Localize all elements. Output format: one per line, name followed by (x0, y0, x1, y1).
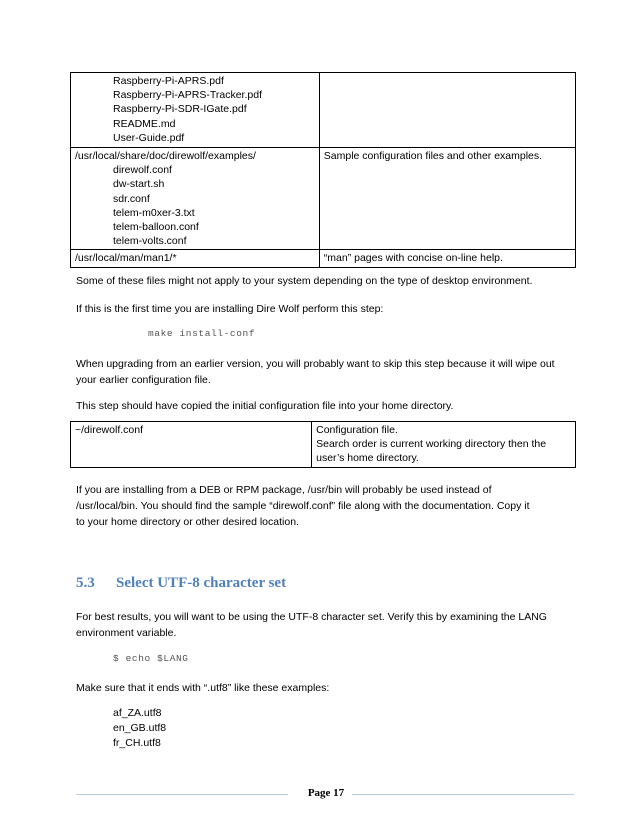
section-number: 5.3 (76, 575, 95, 591)
code-command: $ echo $LANG (113, 653, 189, 664)
section-heading (76, 575, 286, 592)
description-line: user’s home directory. (316, 452, 419, 465)
footer-rule-left (76, 794, 288, 795)
paragraph (76, 356, 576, 388)
file-name: direwolf.conf (113, 164, 172, 177)
code-command: make install-conf (148, 328, 256, 339)
file-name: Raspberry-Pi-SDR-IGate.pdf (113, 103, 247, 116)
file-name: Raspberry-Pi-APRS-Tracker.pdf (113, 89, 262, 102)
table-cell-description (312, 422, 576, 468)
table-row (71, 148, 576, 250)
paragraph-line: environment variable. (76, 627, 177, 639)
directory-path: /usr/local/share/doc/direwolf/examples/ (75, 150, 256, 162)
file-name: telem-volts.conf (113, 235, 187, 248)
page-number: Page 17 (307, 787, 345, 799)
paragraph-line: your earlier configuration file. (76, 374, 211, 386)
description-line: Search order is current working directory then the (316, 438, 547, 451)
table-cell-description: Sample configuration files and other examples. (319, 148, 575, 250)
list-item: fr_CH.utf8 (113, 737, 161, 749)
paragraph: Make sure that it ends with “.utf8” like these examples: (76, 682, 330, 694)
table-cell-path: /usr/local/man/man1/* (71, 250, 320, 267)
paragraph-line: When upgrading from an earlier version, you will probably want to skip this step because it will wipe out (76, 358, 555, 370)
file-name: telem-balloon.conf (113, 221, 199, 234)
paragraph: If this is the first time you are installing Dire Wolf perform this step: (76, 303, 384, 315)
example-list (113, 706, 613, 751)
table-cell-path (71, 148, 320, 250)
page-footer (76, 787, 574, 801)
file-name: User-Guide.pdf (113, 131, 185, 144)
paragraph: This step should have copied the initial configuration file into your home directory. (76, 400, 454, 412)
table-row (71, 422, 576, 468)
list-item: en_GB.utf8 (113, 722, 167, 734)
table-row (71, 73, 576, 148)
paragraph-line: /usr/local/bin. You should find the sample “direwolf.conf” file along with the documentation. Copy it (76, 500, 530, 512)
description-line: Configuration file. (316, 424, 398, 436)
footer-rule-right (352, 794, 574, 795)
list-item: af_ZA.utf8 (113, 707, 162, 719)
installed-files-table (70, 72, 576, 268)
file-name: sdr.conf (113, 192, 150, 205)
file-name: Raspberry-Pi-APRS.pdf (113, 75, 224, 87)
file-name: dw-start.sh (113, 178, 165, 191)
file-list (75, 163, 315, 248)
paragraph-line: If you are installing from a DEB or RPM package, /usr/bin will probably be used instead of (76, 484, 492, 496)
paragraph (76, 609, 576, 641)
table-cell-description (319, 73, 575, 148)
file-list (75, 74, 315, 145)
section-title: Select UTF-8 character set (116, 575, 287, 591)
table-cell-path (71, 73, 320, 148)
config-file-table (70, 421, 576, 468)
table-cell-description: “man” pages with concise on-line help. (319, 250, 575, 267)
paragraph: Some of these files might not apply to your system depending on the type of desktop environment. (76, 275, 533, 287)
table-row (71, 250, 576, 267)
file-name: telem-m0xer-3.txt (113, 206, 195, 219)
table-cell-path: ~/direwolf.conf (71, 422, 312, 468)
file-name: README.md (113, 117, 176, 130)
paragraph-line: For best results, you will want to be using the UTF-8 character set. Verify this by examining the LANG (76, 611, 547, 623)
paragraph-line: to your home directory or other desired location. (76, 516, 299, 528)
paragraph (76, 482, 576, 530)
